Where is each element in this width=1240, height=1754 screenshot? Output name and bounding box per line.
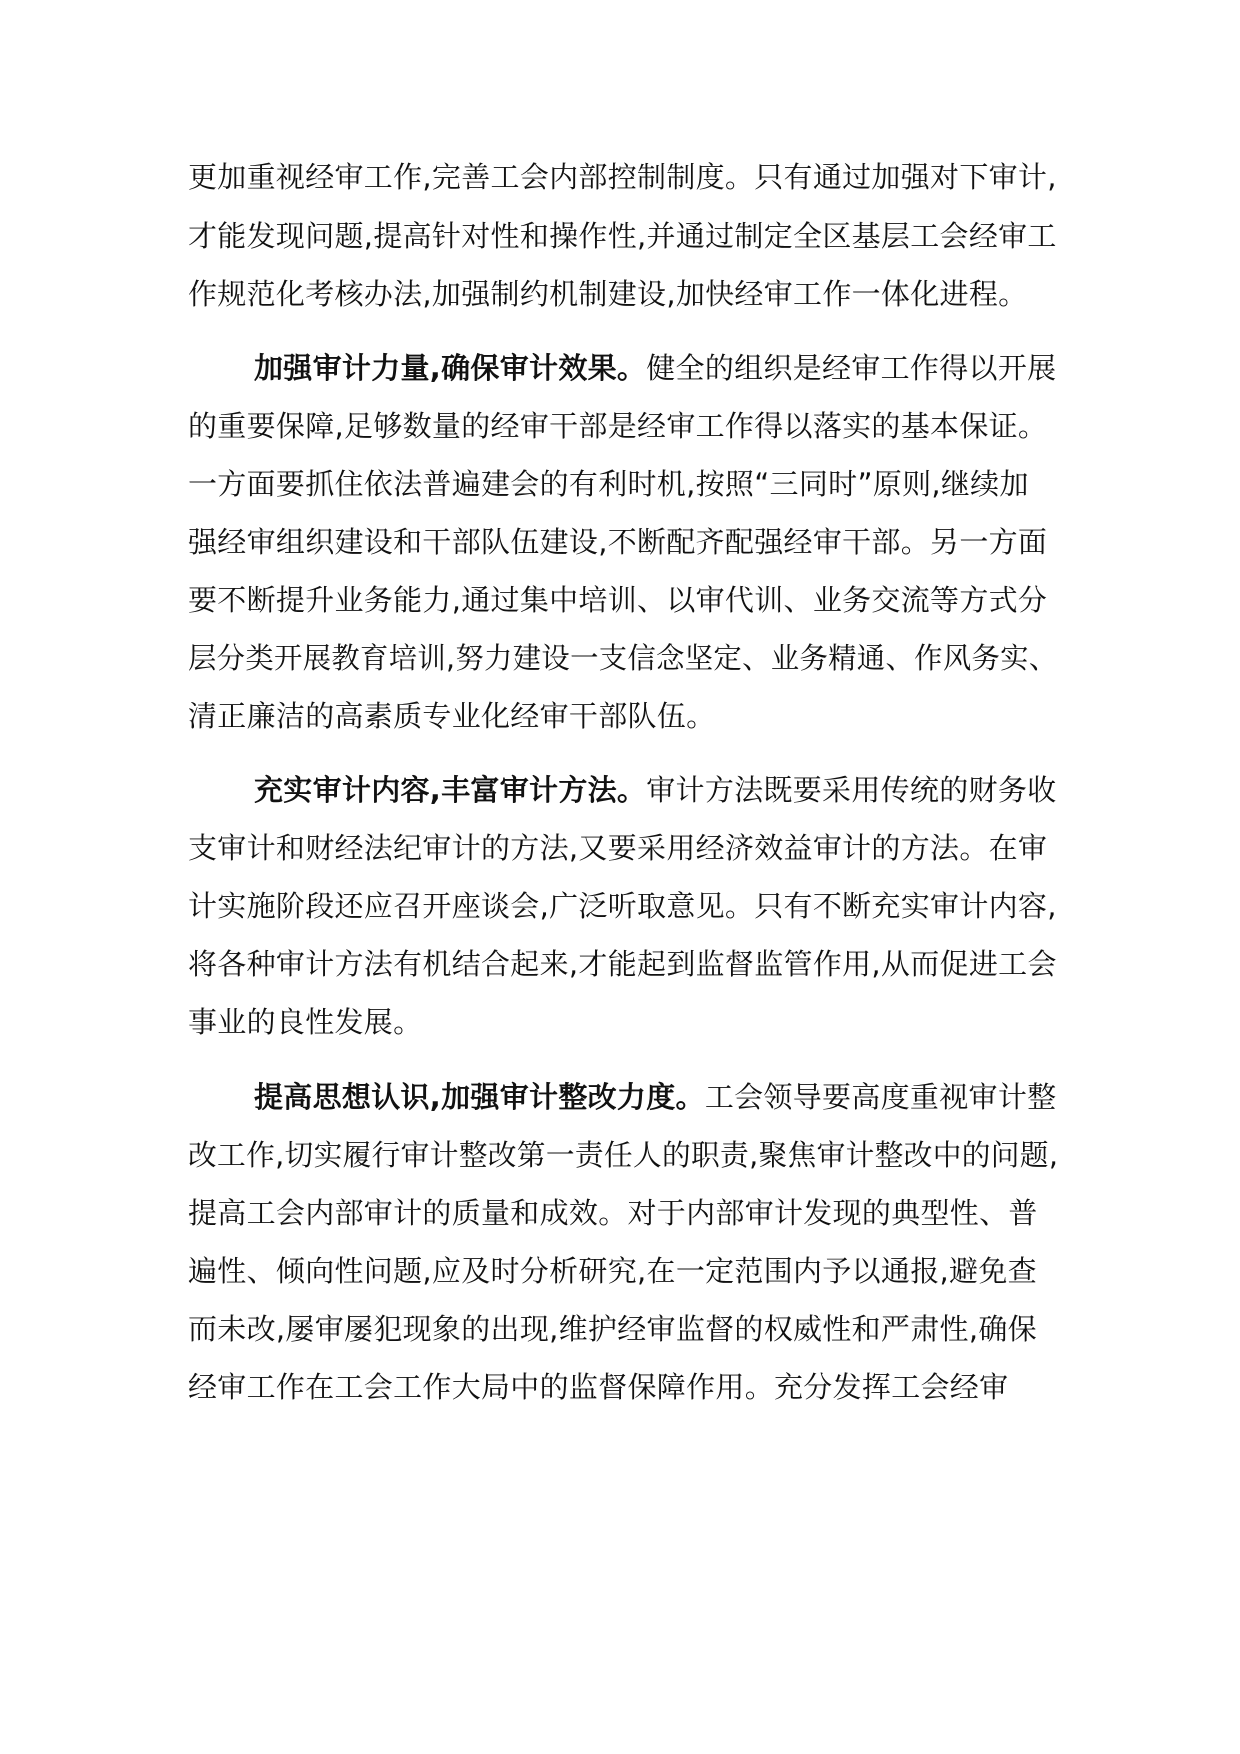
paragraph-first-line [254, 1077, 1056, 1117]
paragraph-heading: 充实审计内容,丰富审计方法。 [254, 773, 647, 807]
text-line: 改工作,切实履行审计整改第一责任人的职责,聚焦审计整改中的问题, [188, 1138, 1059, 1172]
text-line: 更加重视经审工作,完善工会内部控制制度。只有通过加强对下审计, [188, 160, 1057, 194]
text-line: 才能发现问题,提高针对性和操作性,并通过制定全区基层工会经审工 [188, 219, 1057, 253]
text-line: 要不断提升业务能力,通过集中培训、以审代训、业务交流等方式分 [188, 583, 1048, 617]
text-line: 计实施阶段还应召开座谈会,广泛听取意见。只有不断充实审计内容, [188, 889, 1057, 923]
paragraph-heading: 加强审计力量,确保审计效果。 [254, 351, 647, 385]
text-line: 一方面要抓住依法普遍建会的有利时机,按照“三同时”原则,继续加 [188, 467, 1029, 501]
paragraph-heading: 提高思想认识,加强审计整改力度。 [254, 1080, 705, 1114]
paragraph-first-line [254, 770, 1056, 810]
text-line: 作规范化考核办法,加强制约机制建设,加快经审工作一体化进程。 [188, 277, 1028, 311]
text-line: 层分类开展教育培训,努力建设一支信念坚定、业务精通、作风务实、 [188, 641, 1058, 675]
text-line: 事业的良性发展。 [188, 1005, 423, 1039]
text-line: 经审工作在工会工作大局中的监督保障作用。充分发挥工会经审 [188, 1370, 1009, 1404]
text-line: 将各种审计方法有机结合起来,才能起到监督监管作用,从而促进工会 [188, 947, 1057, 981]
text-run: 健全的组织是经审工作得以开展 [646, 351, 1057, 385]
text-run: 审计方法既要采用传统的财务收 [646, 773, 1057, 807]
text-line: 遍性、倾向性问题,应及时分析研究,在一定范围内予以通报,避免查 [188, 1254, 1037, 1288]
text-run: 工会领导要高度重视审计整 [704, 1080, 1057, 1114]
text-line: 强经审组织建设和干部队伍建设,不断配齐配强经审干部。另一方面 [188, 525, 1048, 559]
text-line: 支审计和财经法纪审计的方法,又要采用经济效益审计的方法。在审 [188, 831, 1048, 865]
paragraph-first-line [254, 348, 1056, 388]
text-line: 提高工会内部审计的质量和成效。对于内部审计发现的典型性、普 [188, 1196, 1038, 1230]
text-line: 清正廉洁的高素质专业化经审干部队伍。 [188, 699, 716, 733]
text-line: 而未改,屡审屡犯现象的出现,维护经审监督的权威性和严肃性,确保 [188, 1312, 1037, 1346]
text-line: 的重要保障,足够数量的经审干部是经审工作得以落实的基本保证。 [188, 409, 1048, 443]
